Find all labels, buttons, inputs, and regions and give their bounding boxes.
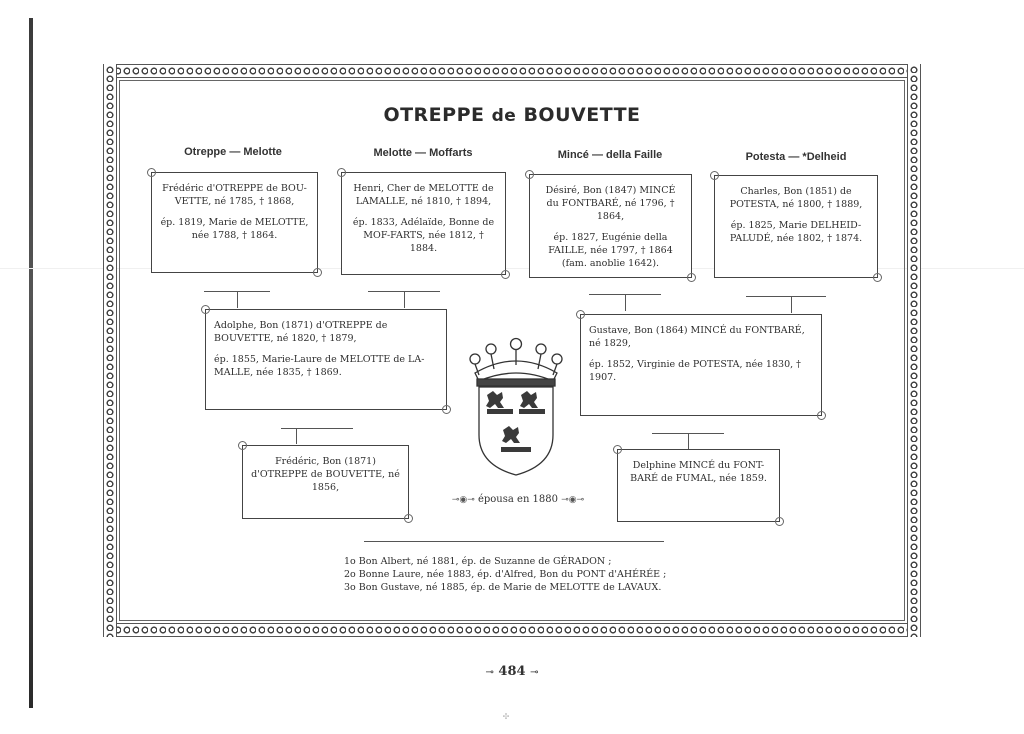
child-entry: 2o Bonne Laure, née 1883, ép. d'Alfred, Bon du PONT d'AHÉRÉE ;: [344, 569, 667, 580]
title-main: OTREPPE: [383, 104, 485, 126]
connector-bar: [746, 296, 826, 297]
coat-of-arms-icon: [461, 335, 571, 480]
married-caption: [444, 494, 592, 505]
page-title: [0, 104, 1024, 126]
married-text: épousa en 1880: [477, 494, 559, 505]
box-potesta-delheid: [714, 175, 878, 278]
box-text: Désiré, Bon (1847) MINCÉ du FONTBARÉ, né 1796, † 1864,: [545, 185, 676, 222]
box-text: Henri, Cher de MELOTTE de LAMALLE, né 1810, † 1894,: [353, 183, 494, 207]
box-frederic: [242, 445, 409, 519]
children-list: [344, 555, 704, 594]
box-text: Gustave, Bon (1864) MINCÉ du FONTBARÉ, né 1829,: [589, 325, 805, 349]
box-text: ép. 1833, Adélaïde, Bonne de MOF-FARTS, née 1812, † 1884.: [352, 217, 495, 254]
header-potesta-delheid: Potesta — *Delheid: [745, 151, 847, 163]
box-otreppe-melotte: [151, 172, 318, 273]
header-otreppe-melotte: Otreppe — Melotte: [184, 146, 282, 158]
flourish-ornament-icon: ⊸: [530, 667, 539, 678]
title-particle: de: [491, 106, 517, 126]
ornamental-border-left: [103, 64, 117, 637]
box-text: Frédéric d'OTREPPE de BOU-VETTE, né 1785, † 1868,: [162, 183, 307, 207]
header-melotte-moffarts: Melotte — Moffarts: [373, 147, 473, 159]
connector-stem: [625, 294, 626, 311]
connector-stem: [688, 433, 689, 449]
box-adolphe: [205, 309, 447, 410]
box-text: ép. 1852, Virginie de POTESTA, née 1830, † 1907.: [589, 359, 801, 383]
header-mince-faille: Mincé — della Faille: [557, 149, 663, 161]
box-text: ép. 1855, Marie-Laure de MELOTTE de LA-MALLE, née 1835, † 1869.: [214, 354, 425, 378]
title-rest: BOUVETTE: [523, 104, 641, 126]
box-text: Frédéric, Bon (1871) d'OTREPPE de BOUVETTE, né 1856,: [251, 456, 400, 493]
connector-stem: [237, 291, 238, 308]
connector-bar: [281, 428, 353, 429]
box-delphine: [617, 449, 780, 522]
box-melotte-moffarts: [341, 172, 506, 275]
box-text: ép. 1825, Marie DELHEID-PALUDÉ, née 1802, † 1874.: [729, 220, 863, 244]
child-entry: 3o Bon Gustave, né 1885, ép. de Marie de MELOTTE de LAVAUX.: [344, 582, 662, 593]
page-number: [0, 664, 1024, 679]
stamp-icon: ✣: [502, 712, 510, 721]
box-text: Adolphe, Bon (1871) d'OTREPPE de BOUVETTE, né 1820, † 1879,: [214, 320, 388, 344]
box-text: Charles, Bon (1851) de POTESTA, né 1800, † 1889,: [729, 186, 863, 210]
connector-stem: [791, 296, 792, 313]
child-entry: 1o Bon Albert, né 1881, ép. de Suzanne de GÉRADON ;: [344, 556, 612, 567]
box-text: ép. 1827, Eugénie della FAILLE, née 1797, † 1864 (fam. anoblie 1642).: [548, 232, 673, 269]
box-text: Delphine MINCÉ du FONT-BARÉ de FUMAL, née 1859.: [630, 460, 767, 484]
connector-bar: [364, 541, 664, 542]
ornamental-border-top: [103, 64, 921, 78]
box-mince-faille: [529, 174, 692, 278]
flourish-ornament-icon: ⊸: [485, 667, 494, 678]
ornamental-border-bottom: [103, 623, 921, 637]
flourish-ornament-icon: ⊸◉⊸: [451, 495, 475, 505]
flourish-ornament-icon: ⊸◉⊸: [561, 495, 585, 505]
box-text: ép. 1819, Marie de MELOTTE, née 1788, † 1864.: [160, 217, 309, 241]
page-number-value: 484: [498, 664, 526, 679]
ornamental-border-right: [907, 64, 921, 637]
box-gustave: [580, 314, 822, 416]
connector-stem: [296, 428, 297, 444]
connector-stem: [404, 291, 405, 308]
